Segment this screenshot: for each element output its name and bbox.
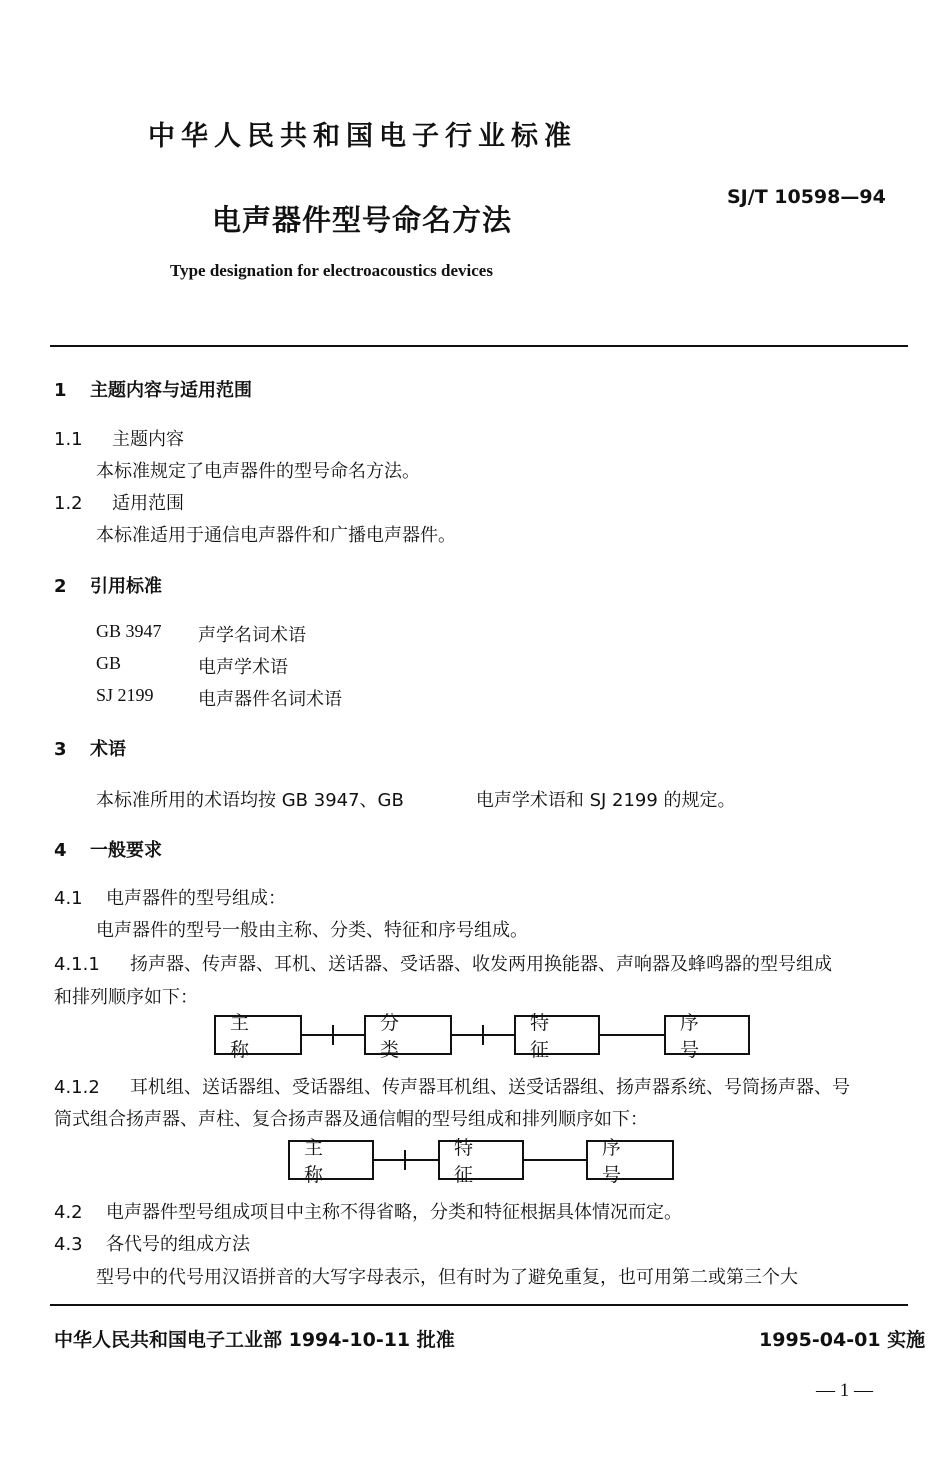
section-number: 2: [54, 576, 67, 597]
reference-code: SJ 2199: [96, 685, 154, 705]
connector-line: [374, 1159, 438, 1161]
section-number: 1.1: [54, 429, 83, 450]
diagram-box-category: 分类: [364, 1015, 452, 1055]
section-text: 耳机组、送话器组、受话器组、传声器耳机组、送受话器组、扬声器系统、号筒扬声器、号: [130, 1077, 850, 1098]
connector-tick: [404, 1150, 406, 1170]
document-title-cn: 电声器件型号命名方法: [212, 203, 513, 237]
section-number: 4: [54, 840, 67, 861]
section-1-1-body: 本标准规定了电声器件的型号命名方法。: [96, 461, 420, 482]
section-4-3-body: 型号中的代号用汉语拼音的大写字母表示，但有时为了避免重复，也可用第二或第三个大: [96, 1267, 798, 1288]
section-4-1-1-line1: [54, 950, 832, 976]
diagram-box-feature: 特征: [438, 1140, 524, 1180]
connector-line: [600, 1034, 664, 1036]
effective-date: 1995-04-01 实施: [759, 1329, 926, 1351]
diagram-box-serial-number: 序号: [586, 1140, 674, 1180]
section-number: 4.1.1: [54, 954, 100, 975]
document-title-en: Type designation for electroacoustics devices: [170, 261, 493, 280]
section-4-2: [54, 1198, 682, 1224]
section-1-1-heading: [54, 425, 184, 451]
section-3-heading: [54, 735, 126, 761]
reference-title: 声学名词术语: [198, 625, 306, 646]
section-4-1-2-line1: [54, 1073, 850, 1099]
section-1-heading: [54, 376, 252, 402]
diagram-box-main-name: 主称: [288, 1140, 374, 1180]
section-title: 电声器件的型号组成：: [106, 888, 286, 909]
section-title: 一般要求: [90, 840, 162, 861]
section-title: 主题内容: [112, 429, 184, 450]
section-title: 各代号的组成方法: [106, 1234, 250, 1255]
section-2-heading: [54, 572, 162, 598]
header-rule: [50, 345, 908, 347]
section-number: 1: [54, 380, 67, 401]
section-text: 扬声器、传声器、耳机、送话器、受话器、收发两用换能器、声响器及蜂鸣器的型号组成: [130, 954, 832, 975]
section-title: 主题内容与适用范围: [90, 380, 252, 401]
section-4-1-heading: [54, 884, 286, 910]
standard-code: SJ/T 10598—94: [727, 186, 886, 208]
section-4-heading: [54, 836, 162, 862]
section-number: 3: [54, 739, 67, 760]
diagram-box-feature: 特征: [514, 1015, 600, 1055]
section-title: 适用范围: [112, 493, 184, 514]
connector-tick: [482, 1025, 484, 1045]
page-number: — 1 —: [816, 1380, 873, 1401]
connector-line: [524, 1159, 586, 1161]
section-number: 4.1: [54, 888, 83, 909]
approval-line: 中华人民共和国电子工业部 1994-10-11 批准: [54, 1329, 455, 1351]
diagram-box-main-name: 主称: [214, 1015, 302, 1055]
section-4-1-1-line2: 和排列顺序如下：: [54, 987, 198, 1008]
section-number: 1.2: [54, 493, 83, 514]
section-text: 电声器件型号组成项目中主称不得省略，分类和特征根据具体情况而定。: [106, 1202, 682, 1223]
section-1-2-heading: [54, 489, 184, 515]
diagram-box-serial-number: 序号: [664, 1015, 750, 1055]
section-4-1-body: 电声器件的型号一般由主称、分类、特征和序号组成。: [96, 920, 528, 941]
reference-code: GB 3947: [96, 621, 162, 641]
section-1-2-body: 本标准适用于通信电声器件和广播电声器件。: [96, 525, 456, 546]
section-title: 引用标准: [90, 576, 162, 597]
footer-rule: [50, 1304, 908, 1306]
section-number: 4.3: [54, 1234, 83, 1255]
section-number: 4.1.2: [54, 1077, 100, 1098]
section-3-body: 本标准所用的术语均按 GB 3947、GB 电声学术语和 SJ 2199 的规定。: [96, 790, 736, 811]
reference-title: 电声器件名词术语: [198, 689, 342, 710]
reference-code: GB: [96, 653, 122, 673]
issuing-organization: 中华人民共和国电子行业标准: [148, 121, 577, 152]
section-title: 术语: [90, 739, 126, 760]
section-4-1-2-line2: 筒式组合扬声器、声柱、复合扬声器及通信帽的型号组成和排列顺序如下：: [54, 1109, 648, 1130]
connector-tick: [332, 1025, 334, 1045]
reference-title: 电声学术语: [198, 657, 288, 678]
section-number: 4.2: [54, 1202, 83, 1223]
section-4-3-heading: [54, 1230, 250, 1256]
